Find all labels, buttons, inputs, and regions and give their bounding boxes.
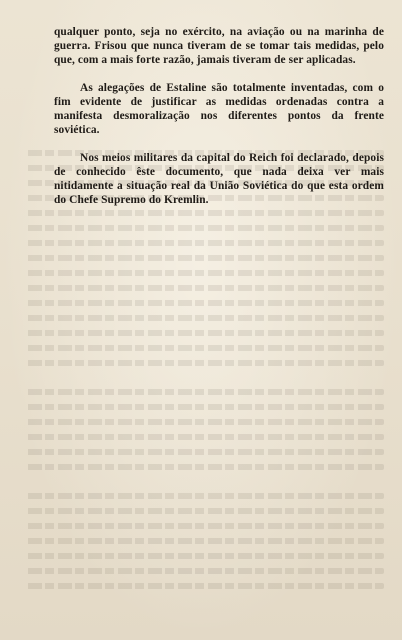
- bleed-through-text: [24, 150, 384, 630]
- paragraph-2: As alegações de Estaline são totalmente inventadas, com o fim evidente de justificar as medidas ordenadas contra a manifesta desmoralização nos diferentes pontos da frente soviética.: [54, 82, 384, 136]
- paragraph-3: Nos meios militares da capital do Reich foi declarado, depois de conhecido êste documento, que nada deixa ver mais nitidamente a situação real da União Soviética do que esta ordem do Chefe Supremo do Kremlin.: [54, 152, 384, 206]
- paragraph-1: qualquer ponto, seja no exército, na aviação ou na marinha de guerra. Frisou que nunca tiveram de se tomar tais medidas, pelo que, com a mais forte razão, jamais tiveram de ser aplicadas.: [54, 26, 384, 66]
- body-text: [54, 25, 384, 221]
